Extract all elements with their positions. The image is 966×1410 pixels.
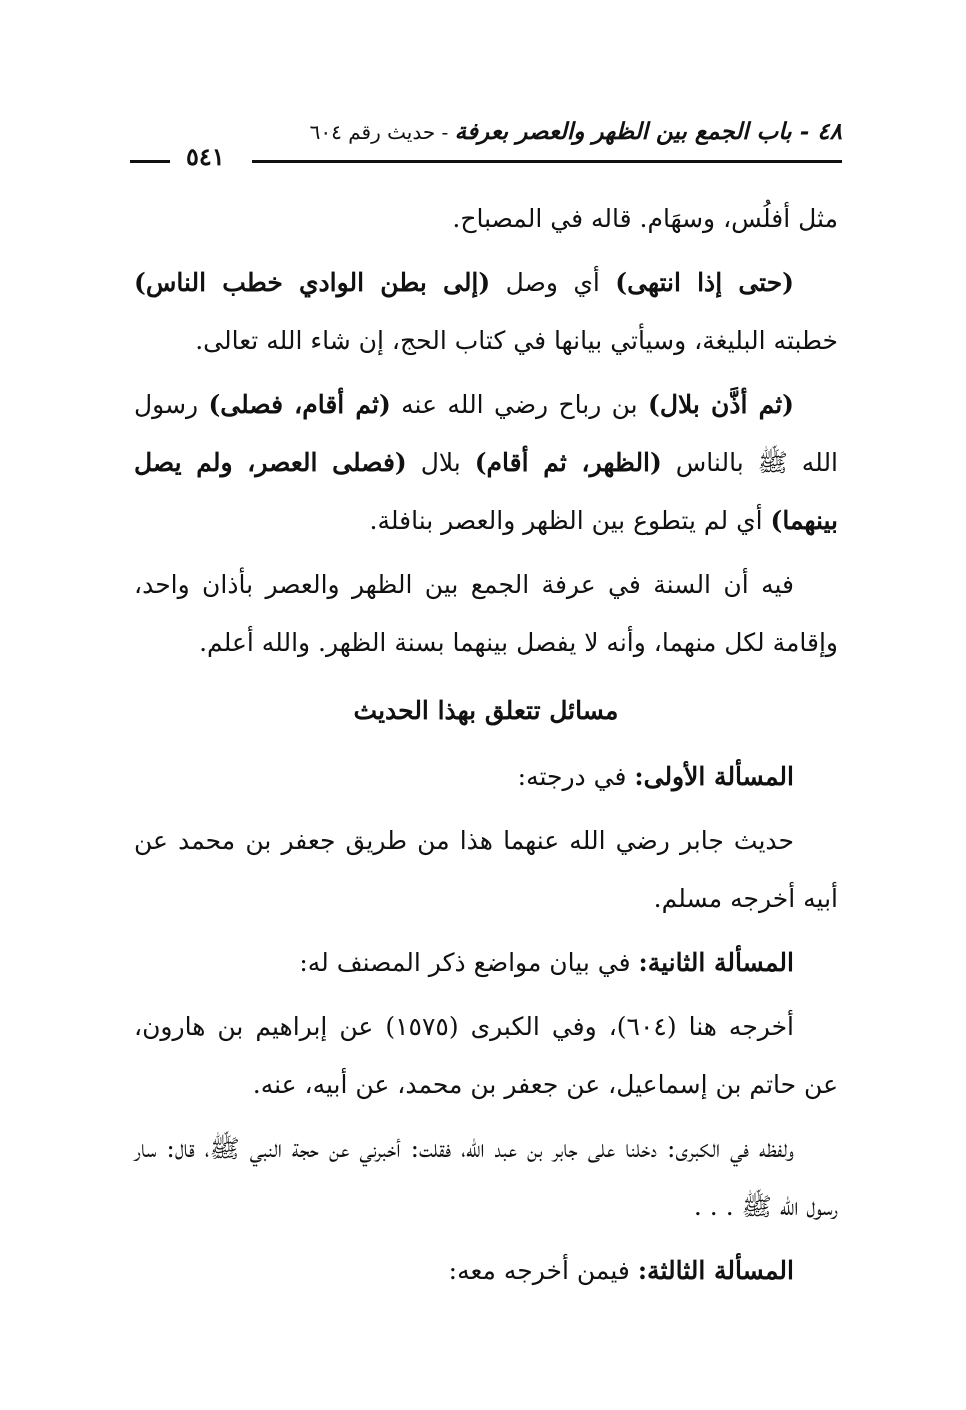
paragraph-1 — [134, 190, 838, 248]
commentary-text: خطبته البليغة، وسيأتي بيانها في كتاب الحج، إن شاء الله تعالى. — [195, 326, 838, 355]
commentary-text: رسول الله ﷺ بالناس — [134, 390, 839, 477]
masala-title: في درجته: — [517, 762, 635, 791]
quoted-matn: (ثم أذَّن بلال) — [648, 390, 794, 419]
paragraph-2 — [134, 254, 838, 370]
masala-2-text-1 — [134, 998, 838, 1114]
masala-label: المسألة الثالثة: — [637, 1256, 794, 1285]
masala-3-heading — [134, 1242, 838, 1300]
page-number-dash — [130, 160, 170, 163]
paragraph-4-text: فيه أن السنة في عرفة الجمع بين الظهر والعصر بأذان واحد، وإقامة لكل منهما، وأنه لا يفصل بينهما بسنة الظهر. والله أعلم. — [134, 570, 838, 657]
masala-label: المسألة الثانية: — [638, 948, 794, 977]
commentary-text: بلال — [406, 448, 475, 477]
quoted-matn: (الظهر، ثم أقام) — [474, 448, 662, 477]
masala-title: في بيان مواضع ذكر المصنف له: — [299, 948, 639, 977]
header-rule — [252, 160, 842, 163]
commentary-text: أي لم يتطوع بين الظهر والعصر بنافلة. — [369, 506, 771, 535]
paragraph-3 — [134, 376, 838, 550]
masala-label: المسألة الأولى: — [634, 762, 794, 791]
masala-title: فيمن أخرجه معه: — [448, 1256, 638, 1285]
quoted-matn: (فصلى العصر، ولم يصل بينهما) — [134, 448, 838, 535]
commentary-text: أي وصل — [490, 268, 616, 297]
commentary-text: بن رباح رضي الله عنه — [390, 390, 649, 419]
main-text — [134, 190, 838, 1306]
paragraph-4 — [134, 556, 838, 672]
masala-2-text-2 — [134, 1120, 838, 1236]
quoted-matn: (ثم أقام، فصلى) — [208, 390, 391, 419]
page-number: ٥٤١ — [186, 142, 225, 171]
masala-2-heading — [134, 934, 838, 992]
masala-1-text — [134, 812, 838, 928]
paragraph-1-text: مثل أفلُس، وسهَام. قاله في المصباح. — [452, 204, 838, 233]
hadith-reference: - حديث رقم ٦٠٤ — [309, 120, 455, 144]
running-header — [130, 118, 842, 178]
chapter-title — [310, 118, 842, 145]
chapter-name: ٤٨ - باب الجمع بين الظهر والعصر بعرفة — [454, 118, 842, 145]
quoted-matn: (إلى بطن الوادي خطب الناس) — [134, 268, 491, 297]
masala-text: أخرجه هنا (٦٠٤)، وفي الكبرى (١٥٧٥) عن إبراهيم بن هارون، عن حاتم بن إسماعيل، عن جعفر بن محمد، عن أبيه، عنه. — [134, 1012, 838, 1099]
quoted-matn: (حتى إذا انتهى) — [615, 268, 794, 297]
section-heading: مسائل تتعلق بهذا الحديث — [353, 696, 619, 725]
masala-text: ولفظه في الكبرى: دخلنا على جابر بن عبد الله، فقلت: أخبرني عن حجة النبي ﷺ، قال: سار رسول الله ﷺ . . . — [134, 1134, 838, 1221]
masala-text: حديث جابر رضي الله عنهما هذا من طريق جعفر بن محمد عن أبيه أخرجه مسلم. — [134, 826, 838, 913]
masala-1-heading — [134, 748, 838, 806]
